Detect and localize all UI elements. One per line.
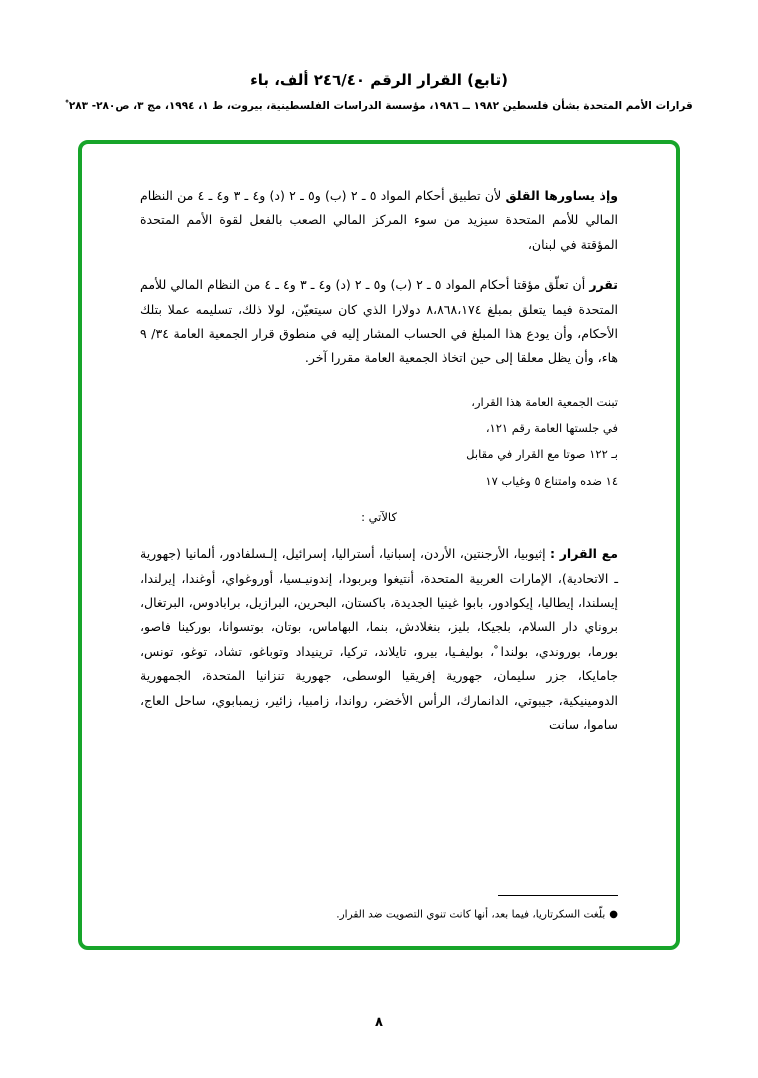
adoption-block — [140, 391, 618, 493]
adoption-line: تبنت الجمعية العامة هذا القرار، — [471, 394, 618, 409]
vote-in-favour-label: مع القرار : — [549, 546, 619, 562]
green-content-frame — [78, 140, 680, 950]
footnote-bullet-icon: ● — [609, 908, 618, 920]
footnote-area — [140, 895, 618, 924]
paragraph-decision-lead: تقرر — [589, 277, 618, 293]
frame-inner — [82, 144, 676, 946]
paragraph-decision-text: أن تعلّق مؤقتا أحكام المواد ٥ ـ ٢ (ب) و٥ ـ ٢ (د) و٤ ـ ٣ و٤ ـ ٤ من النظام المالي للأمم المتحدة فيما يتعلق بمبلغ ٨،٨٦٨،١٧٤ دولارا الذي كان سيتعيّن، لولا ذلك، تسليمه عملا بتلك الأحكام، وأن يودع هذا المبلغ في الحساب المشار إليه في منطوق قرار الجمعية العامة ٣٤/ ٩ هاء، وأن يظل معلقا إلى حين اتخاذ الجمعية العامة مقررا آخر. — [140, 277, 619, 366]
paragraph-concern-lead: وإذ يساورها القلق — [505, 188, 619, 203]
vote-in-favour-list — [140, 542, 618, 737]
paragraph-concern — [140, 184, 618, 257]
adoption-line: في جلستها العامة رقم ١٢١، — [485, 421, 618, 436]
footnote-text: بلّغت السكرتاريا، فيما بعد، أنها كانت تنوي التصويت ضد القرار. — [336, 908, 606, 921]
page-title: (تابع) القرار الرقم ٢٤٦/٤٠ ألف، باء — [250, 71, 508, 89]
page-header — [0, 0, 758, 114]
source-citation: قرارات الأمم المتحدة بشأن فلسطين ١٩٨٢ ــ ١٩٨٦، مؤسسة الدراسات الفلسطينية، بيروت، ط ١، ١٩٩٤، مج ٣، ص٢٨٠- ٢٨٣ ْ — [65, 100, 693, 112]
adoption-line: بـ ١٢٢ صوتا مع القرار في مقابل — [466, 447, 618, 462]
as-follows-label: كالآتي : — [361, 510, 397, 525]
vote-in-favour-countries: إثيوبيا، الأرجنتين، الأردن، إسبانيا، أستراليا، إسرائيل، إلـسلفادور، ألمانيا (جهورية ـ الاتحادية)، الإمارات العربية المتحدة، أنتيغوا وبربودا، إندونيـسيا، أوروغواي، أوغندا، إيرلندا، إيسلندا، إيطاليا، إيكوادور، بابوا غينيا الجديدة، باكستان، البحرين، البرازيل، برابادوس، البرتغال، بروناي دار السلام، بلجيكا، بليز، بنغلادش، بنما، البهاماس، بوتان، بوتسوانا، بوركينا فاصو، بورما، بوروندي، بولندا ْ، بوليفـيا، بيرو، تايلاند، تركيا، ترينيداد وتوباغو، تشاد، توغو، تونس، جامايكا، جزر سليمان، جهورية إفريقيا الوسطى، جهورية تنزانيا المتحدة، الجمهورية الدومينيكية، جيبوتي، الدانمارك، الرأس الأخضر، رواندا، زامبيا، زائير، زيمبابوي، ساحل العاج، ساموا، سانت — [140, 546, 618, 732]
footnote-divider — [498, 895, 618, 896]
paragraph-concern-text: لأن تطبيق أحكام المواد ٥ ـ ٢ (ب) و٥ ـ ٢ (د) و٤ ـ ٣ و٤ ـ ٤ من النظام المالي للأمم المتحدة سيزيد من سوء المركز المالي الصعب بالفعل لقوة الأمم المتحدة المؤقتة في لبنان، — [140, 188, 618, 252]
paragraph-decision — [140, 273, 618, 371]
adoption-line: ١٤ ضده وامتناع ٥ وغياب ١٧ — [485, 473, 618, 488]
page-number: ٨ — [375, 1015, 383, 1030]
footnote — [140, 906, 618, 924]
